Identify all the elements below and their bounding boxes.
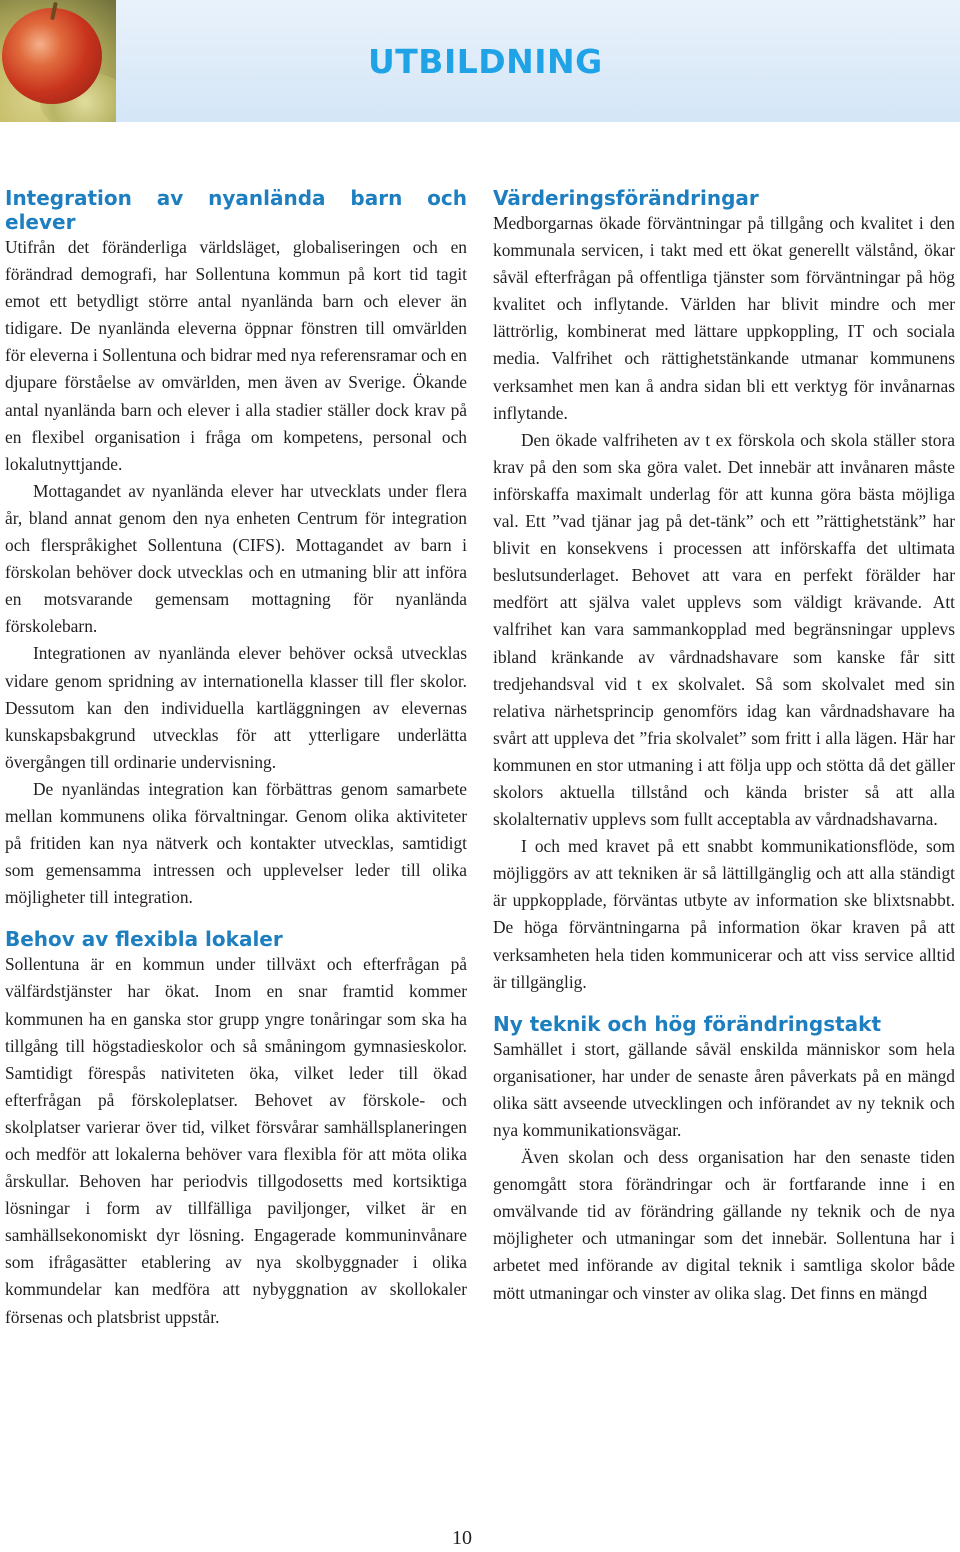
paragraph: Även skolan och dess organisation har den senaste tiden genomgått stora förändringar och är fortfarande inne i en omvälvande tid av förändring gällande ny teknik och de nya möjligheter och utmaningar som det innebär. Sollentuna har i arbetet med införande av digital teknik i samtliga skolor både mött utmaningar och vinster av olika slag. Det finns en mängd <box>493 1147 955 1303</box>
paragraph: Mottagandet av nyanlända elever har utvecklats under flera år, bland annat genom den nya enheten Centrum för integration och flerspråkighet Sollentuna (CIFS). Mottagandet av barn i förskolan behöver dock utvecklas och en utmaning blir att införa en motsvarande gemensam mottagning för nyanlända förskolebarn. <box>5 480 467 637</box>
apple-photo <box>0 0 116 122</box>
paragraph: Medborgarnas ökade förväntningar på tillgång och kvalitet i den kommunala servicen, i takt med ett ökat generellt välstånd, ökar såväl efterfrågan på offentliga tjänster som förväntningar på hög kvalitet och inflytande. Världen har blivit mindre och mer lättrörlig, kombinerat med lättare uppkoppling, IT och sociala media. Valfrihet och rättighetstänkande utmanar kommunens verksamhet men kan å andra sidan bli ett verktyg för invånarnas inflytande. <box>493 213 955 423</box>
paragraph: I och med kravet på ett snabbt kommunikationsflöde, som möjliggörs av att tekniken är så lättillgänglig och att alla ständigt är uppkopplade, förväntas utbyte av information ske blixtsnabbt. De höga förväntningarna på information ökar kraven på att verksamheten hela tiden kommunicerar och att viss service alltid är tillgänglig. <box>493 836 955 992</box>
left-column <box>5 186 467 1331</box>
header-banner <box>0 0 960 122</box>
section-heading-varderingar: Värderingsförändringar <box>493 186 759 210</box>
paragraph: Sollentuna är en kommun under tillväxt och efterfrågan på välfärdstjänster har ökat. Inom en snar framtid kommer kommunen ha en ganska stor grupp yngre tonåringar som ska ha tillgång till högstadieskolor och så småningom gymnasieskolor. Samtidigt förespås nativiteten öka, vilket leder till ökad efterfrågan på förskoleplatser. Behovet av förskole- och skolplatser varierar över tid, vilket försvårar samhällsplaneringen och medför att lokalerna behöver vara flexibla för att möta olika årskullar. Behoven har periodvis tillgodosetts med kortsiktiga lösningar i form av tillfälliga paviljonger, vilket är en samhällsekonomiskt dyr lösning. Engagerade kommuninvånare som ifrågasätter etablering av nya skolbyggnader i olika kommundelar kan medföra att nybyggnation av skollokaler försenas och platsbrist uppstår. <box>5 954 467 1327</box>
paragraph: De nyanländas integration kan förbättras genom samarbete mellan kommunens olika förvaltningar. Genom olika aktiviteter på fritiden kan nya nätverk och kontakter utvecklas, samtidigt som gemensamma intressen och upplevelser leder till olika möjligheter till integration. <box>5 778 467 908</box>
right-column <box>493 186 955 1307</box>
paragraph: Utifrån det föränderliga världsläget, globaliseringen och en förändrad demografi, har Sollentuna kommun på kort tid tagit emot ett betydligt större antal nyanlända barn och elever än tidigare. De nyanlända eleverna öppnar fönstren till omvärlden för eleverna i Sollentuna och bidrar med nya referensramar och en djupare förståelse av omvärlden, men även av Sverige. Ökande antal nyanlända barn och elever i alla stadier ställer dock krav på en flexibel organisation i fråga om kompetens, personal och lokalutnyttjande. <box>5 237 467 474</box>
paragraph: Samhället i stort, gällande såväl enskilda människor som hela organisationer, har under de senaste åren påverkats på en mängd olika sätt avseende utvecklingen och införandet av ny teknik och nya kommunikationsvägar. <box>493 1038 955 1140</box>
paragraph: Den ökade valfriheten av t ex förskola och skola ställer stora krav på den som ska göra valet. Det innebär att invånaren måste införskaffa maximalt underlag för att kunna göra bästa möjliga val. Ett ”vad tjänar jag på det-tänk” och ett ”rättighetstänk” har blivit en konsekvens i processen att införskaffa det ultimata beslutsunderlaget. Behovet att vara en perfekt förälder har medfört att själva valet upplevs som väldigt krävande. Att valfrihet kan vara sammankopplad med begränsningar upplevs ibland kränkande av vårdnadshavare som kanske får sitt tredjehandsval vid t ex skolvalet. Så som skolvalet med sin relativa närhetsprincip genomförs idag kan vårdnadshavare ha svårt att uppleva det ”fria skolvalet” som fritt i alla lägen. Här har kommunen en stor utmaning i att följa upp och stötta då det gäller skolors aktuella tillstånd och kända brister så att alla skolalternativ upplevs som fullt acceptabla av vårdnadshavarna. <box>493 429 955 830</box>
page-title: UTBILDNING <box>368 42 603 81</box>
section-heading-ny-teknik: Ny teknik och hög förändringstakt <box>493 1011 882 1036</box>
page-number: 10 <box>452 1527 472 1549</box>
paragraph: Integrationen av nyanlända elever behöver också utvecklas vidare genom spridning av internationella klasser till fler skolor. Dessutom kan den individuella kartläggningen av elevernas kunskapsbakgrund utvecklas för att ytterligare underlätta övergången till ordinarie undervisning. <box>5 643 467 772</box>
section-heading-integration: Integration av nyanlända barn och elever <box>5 186 467 234</box>
section-heading-lokaler: Behov av flexibla lokaler <box>5 927 283 952</box>
